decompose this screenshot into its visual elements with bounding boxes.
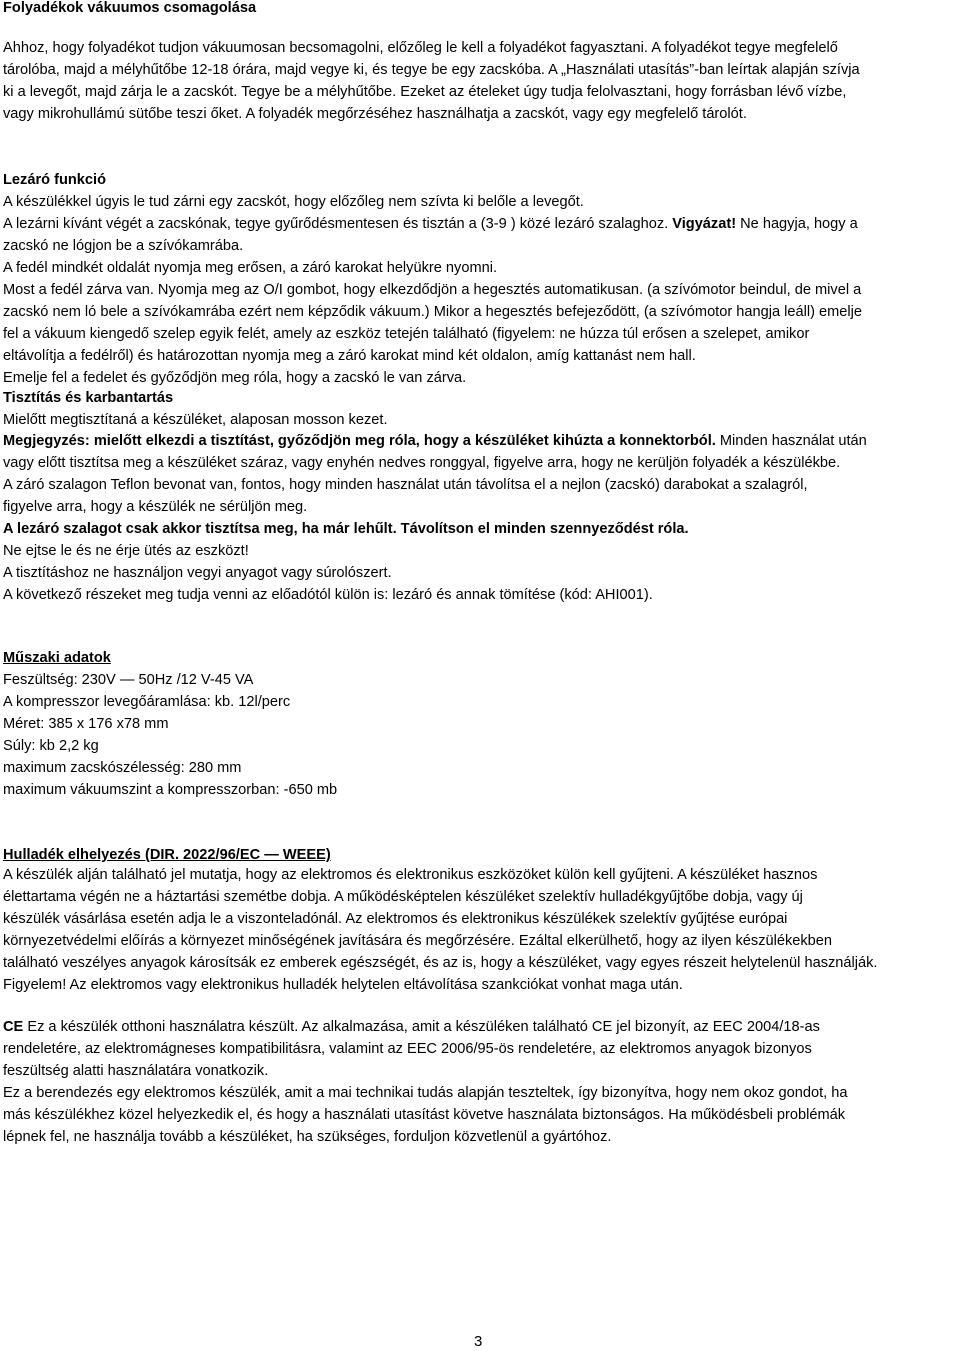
lezaro-line-9: Emelje fel a fedelet és győződjön meg róla, hogy a zacskó le van zárva. <box>3 370 467 386</box>
lezaro-line-3: zacskó ne lógjon be a szívókamrába. <box>3 238 244 254</box>
ce-line-1 <box>3 1017 820 1037</box>
lezaro-line-6: zacskó nem ló bele a szívókamrába ezért nem képződik vákuum.) Mikor a hegesztés befejeződött, (a szívómotor hangja leáll) emelje <box>3 304 863 320</box>
lezaro-line-2-text: A lezárni kívánt végét a zacskónak, tegye gyűrődésmentesen és tisztán a (3-9 ) közé lezáró szalaghoz. <box>3 216 673 232</box>
tisztitas-line-1: Mielőtt megtisztítaná a készüléket, alaposan mosson kezet. <box>3 412 388 428</box>
ce-mark: CE <box>3 1019 24 1035</box>
intro-line-4: vagy mikrohullámú sütőbe teszi őket. A folyadék megőrzéséhez használhatja a zacskót, vagy egy megfelelő tárolót. <box>3 106 747 122</box>
hulladek-line: A készülék alján található jel mutatja, hogy az elektromos és elektronikus eszközöket külön kell gyűjteni. A készüléket hasznos <box>3 867 818 883</box>
tisztitas-line-2 <box>3 431 867 451</box>
spec-item: maximum zacskószélesség: 280 mm <box>3 760 242 776</box>
tisztitas-line-5: figyelve arra, hogy a készülék ne sérüljön meg. <box>3 499 308 515</box>
ce-line-1-text: Ez a készülék otthoni használatra készült. Az alkalmazása, amit a készüléken található CE jel bizonyít, az EEC 2004/18-as <box>23 1019 820 1035</box>
hulladek-line: található veszélyes anyagok károsítsák ez emberek egészségét, és az is, hogy a készüléket, vagy egyes részeit helytelenül használják. <box>3 955 878 971</box>
spec-item: Súly: kb 2,2 kg <box>3 738 99 754</box>
tisztitas-line-9: A következő részeket meg tudja venni az előadótól külön is: lezáró és annak tömítése (kód: AHI001). <box>3 587 653 603</box>
page-number: 3 <box>474 1333 483 1350</box>
spec-item: Feszültség: 230V — 50Hz /12 V-45 VA <box>3 672 254 688</box>
spec-item: A kompresszor levegőáramlása: kb. 12l/perc <box>3 694 291 710</box>
tisztitas-line-3: vagy előtt tisztítsa meg a készüléket száraz, vagy enyhén nedves ronggyal, figyelve arra, hogy ne kerüljön folyadék a készülékbe. <box>3 455 841 471</box>
hulladek-heading: Hulladék elhelyezés (DIR. 2022/96/EC — WEEE) <box>3 847 331 863</box>
lezaro-line-1: A készülékkel úgyis le tud zárni egy zacskót, hogy előzőleg nem szívta ki belőle a levegőt. <box>3 194 584 210</box>
ce-line-3: feszültség alatti használatára vonatkozik. <box>3 1063 269 1079</box>
hulladek-warning: Figyelem! Az elektromos vagy elektronikus hulladék helytelen eltávolítása szankciókat vonhat maga után. <box>3 977 683 993</box>
hulladek-line: környezetvédelmi előírás a környezet minőségének javítására és megőrzésére. Ezáltal elkerülhető, hogy az ilyen készülékekben <box>3 933 833 949</box>
tisztitas-line-2-end: Minden használat után <box>715 433 867 449</box>
hulladek-line: élettartama végén ne a háztartási szemétbe dobja. A működésképtelen készüléket szelektív hulladékgyűjtőbe dobja, vagy új <box>3 889 803 905</box>
tisztitas-heading: Tisztítás és karbantartás <box>3 390 174 406</box>
intro-line-3: ki a levegőt, majd zárja le a zacskót. Tegye be a mélyhűtőbe. Ezeket az ételeket úgy tudja felolvasztani, hogy forrásban lévő vízbe, <box>3 84 847 100</box>
hulladek-line: készülék vásárlása esetén adja le a viszonteladónál. Az elektromos és elektronikus készülékek szelektív gyűjtése európai <box>3 911 788 927</box>
ce-line-1-content <box>3 1017 820 1037</box>
lezaro-heading: Lezáró funkció <box>3 172 106 188</box>
ce-p2-line-3: lépnek fel, ne használja tovább a készüléket, ha szükséges, forduljon közvetlenül a gyártóhoz. <box>3 1129 612 1145</box>
lezaro-line-7: fel a vákuum kiengedő szelep egyik felét, amely az eszköz tetején található (figyelem: ne húzza túl erősen a szelepet, amikor <box>3 326 810 342</box>
ce-p2-line-2: más készülékhez közel helyezkedik el, és hogy a használati utasítást követve használata biztonságos. Ha működésbeli problémák <box>3 1107 846 1123</box>
muszaki-heading: Műszaki adatok <box>3 650 111 666</box>
lezaro-line-2-end: Ne hagyja, hogy a <box>736 216 858 232</box>
warning-label: Vigyázat! <box>672 216 737 232</box>
intro-line-1: Ahhoz, hogy folyadékot tudjon vákuumosan becsomagolni, előzőleg le kell a folyadékot fagyasztani. A folyadékot tegye megfelelő <box>3 40 838 56</box>
intro-line-2: tárolóba, majd a mélyhűtőbe 12-18 órára, majd vegye ki, és tegye be egy zacskóba. A „Használati utasítás”-ban leírtak alapján szívja <box>3 62 860 78</box>
ce-line-2: rendeletére, az elektromágneses kompatibilitásra, valamint az EEC 2006/95-ös rendeletére, az elektromos anyagok bizonyos <box>3 1041 812 1057</box>
lezaro-line-2 <box>3 214 858 234</box>
tisztitas-line-6: A lezáró szalagot csak akkor tisztítsa meg, ha már lehűlt. Távolítson el minden szennyeződést róla. <box>3 521 689 537</box>
spec-item: maximum vákuumszint a kompresszorban: -650 mb <box>3 782 338 798</box>
spec-item: Méret: 385 x 176 x78 mm <box>3 716 169 732</box>
ce-p2-line-1: Ez a berendezés egy elektromos készülék, amit a mai technikai tudás alapján teszteltek, így bizonyítva, hogy nem okoz gondot, ha <box>3 1085 848 1101</box>
page-title: Folyadékok vákuumos csomagolása <box>3 0 257 16</box>
lezaro-line-4: A fedél mindkét oldalát nyomja meg erősen, a záró karokat helyükre nyomni. <box>3 260 498 276</box>
tisztitas-line-7: Ne ejtse le és ne érje ütés az eszközt! <box>3 543 249 559</box>
tisztitas-line-4: A záró szalagon Teflon bevonat van, fontos, hogy minden használat után távolítsa el a nejlon (zacskó) darabokat a szalagról, <box>3 477 808 493</box>
note-label: Megjegyzés: mielőtt elkezdi a tisztítást, győződjön meg róla, hogy a készüléket kihúzta a konnektorból. <box>3 433 716 449</box>
tisztitas-line-8: A tisztításhoz ne használjon vegyi anyagot vagy súrolószert. <box>3 565 392 581</box>
lezaro-line-8: eltávolítja a fedélről) és határozottan nyomja meg a záró karokat mind két oldalon, amíg kattanást nem hall. <box>3 348 696 364</box>
lezaro-line-5: Most a fedél zárva van. Nyomja meg az O/I gombot, hogy elkezdődjön a hegesztés automatikusan. (a szívómotor beindul, de mivel a <box>3 282 862 298</box>
